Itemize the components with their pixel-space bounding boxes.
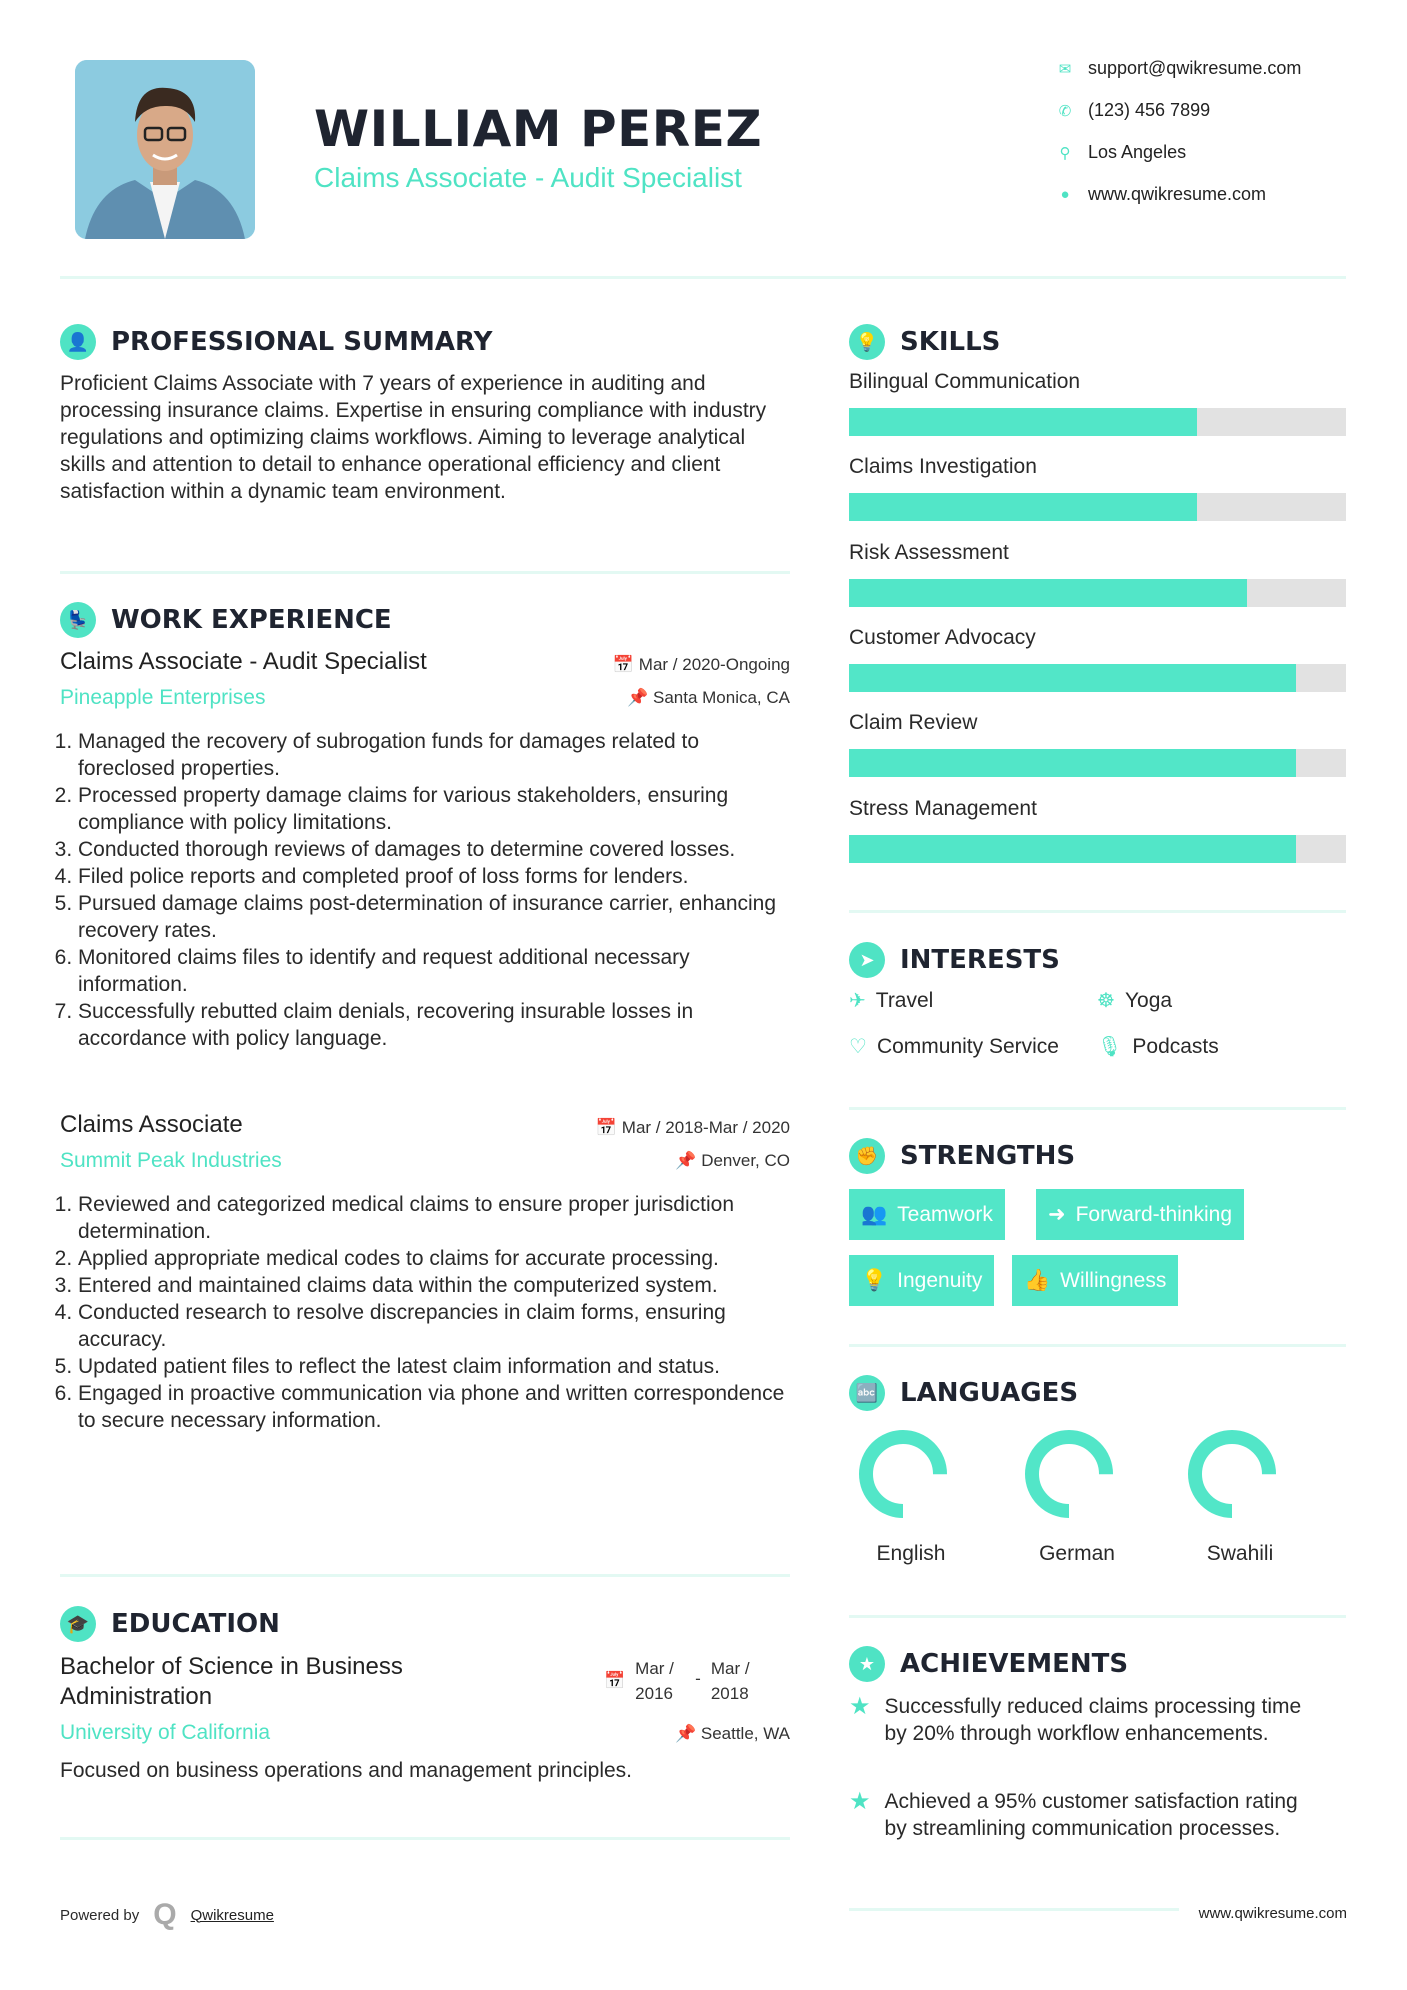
skill-bar bbox=[849, 749, 1346, 777]
job-bullet: 6. Monitored claims files to identify and request additional necessary information. bbox=[78, 944, 795, 998]
chair-icon: 💺 bbox=[60, 602, 96, 638]
skill-label: Customer Advocacy bbox=[849, 626, 1036, 649]
summary-heading-text: PROFESSIONAL SUMMARY bbox=[111, 327, 493, 357]
job-bullet: 2. Applied appropriate medical codes to claims for accurate processing. bbox=[78, 1245, 795, 1272]
strength-label: Teamwork bbox=[897, 1202, 993, 1226]
strength-tag bbox=[1012, 1255, 1178, 1306]
contact-item[interactable] bbox=[1056, 184, 1266, 205]
fist-icon: ✊ bbox=[849, 1138, 885, 1174]
work-heading bbox=[60, 602, 392, 638]
lightbulb-icon: 💡 bbox=[849, 324, 885, 360]
interests-heading-text: INTERESTS bbox=[900, 945, 1060, 975]
strength-tag bbox=[849, 1255, 994, 1306]
candidate-name: WILLIAM PEREZ bbox=[314, 100, 763, 158]
school: University of California bbox=[60, 1721, 271, 1744]
strength-tag bbox=[1036, 1189, 1244, 1240]
contact-text: Los Angeles bbox=[1088, 142, 1187, 162]
users-icon: 👥 bbox=[861, 1202, 888, 1226]
interest-label: Yoga bbox=[1124, 988, 1173, 1012]
strength-label: Willingness bbox=[1060, 1268, 1167, 1292]
language-ring-arc bbox=[1195, 1437, 1269, 1511]
education-location bbox=[675, 1724, 790, 1744]
job-bullet: 3. Conducted thorough reviews of damages to determine covered losses. bbox=[78, 836, 795, 863]
strength-label: Ingenuity bbox=[897, 1268, 983, 1292]
achievement-text: Achieved a 95% customer satisfaction rating by streamlining communication processes. bbox=[884, 1790, 1298, 1840]
language-ring bbox=[853, 1424, 953, 1524]
job-bullet: 1. Reviewed and categorized medical claims to ensure proper jurisdiction determination. bbox=[78, 1191, 795, 1245]
skill-label: Bilingual Communication bbox=[849, 370, 1081, 393]
footer-url[interactable]: www.qwikresume.com bbox=[1198, 1905, 1347, 1922]
strength-tag bbox=[849, 1189, 1005, 1240]
company-name: Summit Peak Industries bbox=[60, 1149, 282, 1172]
phone-icon: ✆ bbox=[1058, 102, 1072, 120]
contact-text: (123) 456 7899 bbox=[1088, 100, 1211, 120]
divider bbox=[849, 1107, 1346, 1110]
job-location bbox=[675, 1151, 790, 1171]
skill-bar-fill bbox=[849, 749, 1296, 777]
skill-bar-fill bbox=[849, 579, 1247, 607]
skill-bar bbox=[849, 579, 1346, 607]
education-heading-text: EDUCATION bbox=[111, 1609, 280, 1639]
job-date bbox=[596, 1118, 790, 1138]
achievement-text: Successfully reduced claims processing time by 20% through workflow enhancements. bbox=[884, 1695, 1302, 1745]
strengths-heading bbox=[849, 1138, 1075, 1174]
work-heading-text: WORK EXPERIENCE bbox=[111, 605, 392, 635]
job-bullet: 3. Entered and maintained claims data within the computerized system. bbox=[78, 1272, 795, 1299]
star-icon: ★ bbox=[849, 1788, 871, 1815]
pin-icon: 📌 bbox=[675, 1151, 702, 1170]
job-title: Claims Associate - Audit Specialist bbox=[60, 648, 427, 675]
strength-label: Forward-thinking bbox=[1075, 1202, 1233, 1226]
divider bbox=[849, 1615, 1346, 1618]
language-label: English bbox=[876, 1542, 946, 1565]
job-bullet: 4. Conducted research to resolve discrepancies in claim forms, ensuring accuracy. bbox=[78, 1299, 795, 1353]
divider bbox=[60, 276, 1346, 279]
job-bullet: 6. Engaged in proactive communication via phone and written correspondence to secure necessary information. bbox=[78, 1380, 795, 1434]
company-name: Pineapple Enterprises bbox=[60, 686, 266, 709]
job-bullets bbox=[60, 728, 795, 1052]
skill-bar bbox=[849, 835, 1346, 863]
achievements-heading-text: ACHIEVEMENTS bbox=[900, 1649, 1129, 1679]
job-location bbox=[627, 688, 790, 708]
plane-icon: ✈ bbox=[849, 990, 866, 1012]
divider bbox=[849, 910, 1346, 913]
job-date-text: Mar / 2018-Mar / 2020 bbox=[621, 1118, 790, 1137]
skill-label: Claim Review bbox=[849, 711, 978, 734]
job-bullet: 4. Filed police reports and completed proof of loss forms for lenders. bbox=[78, 863, 795, 890]
education-start: Mar / 2016 bbox=[635, 1659, 674, 1703]
interest-item bbox=[1097, 988, 1172, 1013]
interest-label: Community Service bbox=[876, 1034, 1059, 1058]
map-pin-icon: ⚲ bbox=[1059, 144, 1071, 162]
skill-label: Risk Assessment bbox=[849, 541, 1009, 564]
achievements-heading bbox=[849, 1646, 1128, 1682]
interest-item bbox=[849, 1034, 1059, 1059]
job-date bbox=[613, 655, 790, 675]
candidate-title: Claims Associate - Audit Specialist bbox=[314, 162, 742, 193]
arrow-right-icon: ➜ bbox=[1048, 1203, 1066, 1226]
languages-heading-text: LANGUAGES bbox=[900, 1378, 1079, 1408]
heart-hands-icon: ♡ bbox=[849, 1036, 867, 1058]
paper-plane-icon: ➤ bbox=[849, 942, 885, 978]
achievement-item bbox=[849, 1693, 1319, 1747]
languages-heading bbox=[849, 1375, 1078, 1411]
job-date-text: Mar / 2020-Ongoing bbox=[638, 655, 790, 674]
skills-heading bbox=[849, 324, 1000, 360]
user-icon: 👤 bbox=[60, 324, 96, 360]
qwikresume-link[interactable]: Qwikresume bbox=[190, 1906, 274, 1924]
contact-item[interactable] bbox=[1056, 58, 1301, 79]
job-bullet: 5. Pursued damage claims post-determination of insurance carrier, enhancing recovery rates. bbox=[78, 890, 795, 944]
interest-label: Travel bbox=[875, 988, 934, 1012]
job-bullet: 5. Updated patient files to reflect the latest claim information and status. bbox=[78, 1353, 795, 1380]
interest-label: Podcasts bbox=[1132, 1034, 1219, 1058]
language-ring bbox=[1019, 1424, 1119, 1524]
strengths-heading-text: STRENGTHS bbox=[900, 1141, 1076, 1171]
lightbulb-icon: 💡 bbox=[861, 1268, 888, 1292]
yoga-icon: ☸ bbox=[1097, 990, 1115, 1012]
education-text: Focused on business operations and management principles. bbox=[60, 1759, 633, 1782]
job-title: Claims Associate bbox=[60, 1111, 243, 1138]
contact-text: support@qwikresume.com bbox=[1088, 58, 1302, 78]
globe-icon: ● bbox=[1060, 186, 1070, 203]
education-dates bbox=[604, 1656, 761, 1706]
skills-heading-text: SKILLS bbox=[900, 327, 1001, 357]
education-date-separator: - bbox=[695, 1669, 701, 1688]
star-badge-icon: ★ bbox=[849, 1646, 885, 1682]
skill-bar-fill bbox=[849, 408, 1197, 436]
contact-item[interactable] bbox=[1056, 100, 1210, 121]
language-label: German bbox=[1039, 1542, 1115, 1565]
language-ring-arc bbox=[866, 1437, 940, 1511]
language-card-icon: 🔤 bbox=[849, 1375, 885, 1411]
achievement-item bbox=[849, 1788, 1319, 1842]
skill-bar bbox=[849, 664, 1346, 692]
skill-label: Claims Investigation bbox=[849, 455, 1037, 478]
education-end: Mar / 2018 bbox=[710, 1659, 750, 1703]
job-bullet: 2. Processed property damage claims for various stakeholders, ensuring compliance with policy limitations. bbox=[78, 782, 795, 836]
pin-icon: 📌 bbox=[627, 688, 653, 707]
profile-photo bbox=[75, 60, 255, 239]
qwikresume-logo-icon: Q bbox=[153, 1898, 177, 1931]
interest-item bbox=[849, 988, 933, 1013]
skill-bar-fill bbox=[849, 493, 1197, 521]
skill-bar bbox=[849, 493, 1346, 521]
interest-item bbox=[1097, 1034, 1219, 1059]
language-ring-arc bbox=[1032, 1437, 1106, 1511]
divider bbox=[60, 1837, 790, 1840]
contact-item[interactable] bbox=[1056, 142, 1186, 163]
job-bullets bbox=[60, 1191, 795, 1434]
star-icon: ★ bbox=[849, 1693, 871, 1720]
language-label: Swahili bbox=[1206, 1542, 1274, 1565]
job-bullet: 7. Successfully rebutted claim denials, recovering insurable losses in accordance with policy language. bbox=[78, 998, 795, 1052]
contact-text: www.qwikresume.com bbox=[1088, 184, 1267, 204]
microphone-icon: 🎙 bbox=[1097, 1036, 1123, 1058]
calendar-icon: 📅 bbox=[612, 655, 639, 674]
pin-icon: 📌 bbox=[674, 1724, 701, 1743]
job-location-text: Santa Monica, CA bbox=[652, 688, 790, 707]
thumbs-up-icon: 👍 bbox=[1024, 1268, 1051, 1292]
job-location-text: Denver, CO bbox=[701, 1151, 790, 1170]
summary-text: Proficient Claims Associate with 7 years of experience in auditing and processing insurance claims. Expertise in ensuring compliance with industry regulations and optimizing claims workflows. Aiming to leverage analytical skills and attention to detail to enhance operational efficiency and client satisfaction within a dynamic team environment. bbox=[60, 372, 767, 503]
graduate-icon: 🎓 bbox=[60, 1606, 96, 1642]
education-location-text: Seattle, WA bbox=[700, 1724, 790, 1743]
education-heading bbox=[60, 1606, 280, 1642]
skill-bar bbox=[849, 408, 1346, 436]
summary-heading bbox=[60, 324, 492, 360]
calendar-icon: 📅 bbox=[604, 1671, 626, 1690]
calendar-icon: 📅 bbox=[595, 1118, 622, 1137]
divider bbox=[849, 1344, 1346, 1347]
degree: Bachelor of Science in Business Administration bbox=[60, 1653, 403, 1710]
powered-by bbox=[60, 1898, 274, 1932]
powered-by-text: Powered by bbox=[60, 1906, 140, 1924]
language-ring bbox=[1182, 1424, 1282, 1524]
interests-heading bbox=[849, 942, 1060, 978]
job-bullet: 1. Managed the recovery of subrogation funds for damages related to foreclosed properties. bbox=[78, 728, 795, 782]
skill-bar-fill bbox=[849, 664, 1296, 692]
divider bbox=[60, 571, 790, 574]
envelope-icon: ✉ bbox=[1058, 60, 1072, 78]
divider bbox=[849, 1908, 1179, 1911]
skill-label: Stress Management bbox=[849, 797, 1037, 820]
skill-bar-fill bbox=[849, 835, 1296, 863]
divider bbox=[60, 1574, 790, 1577]
